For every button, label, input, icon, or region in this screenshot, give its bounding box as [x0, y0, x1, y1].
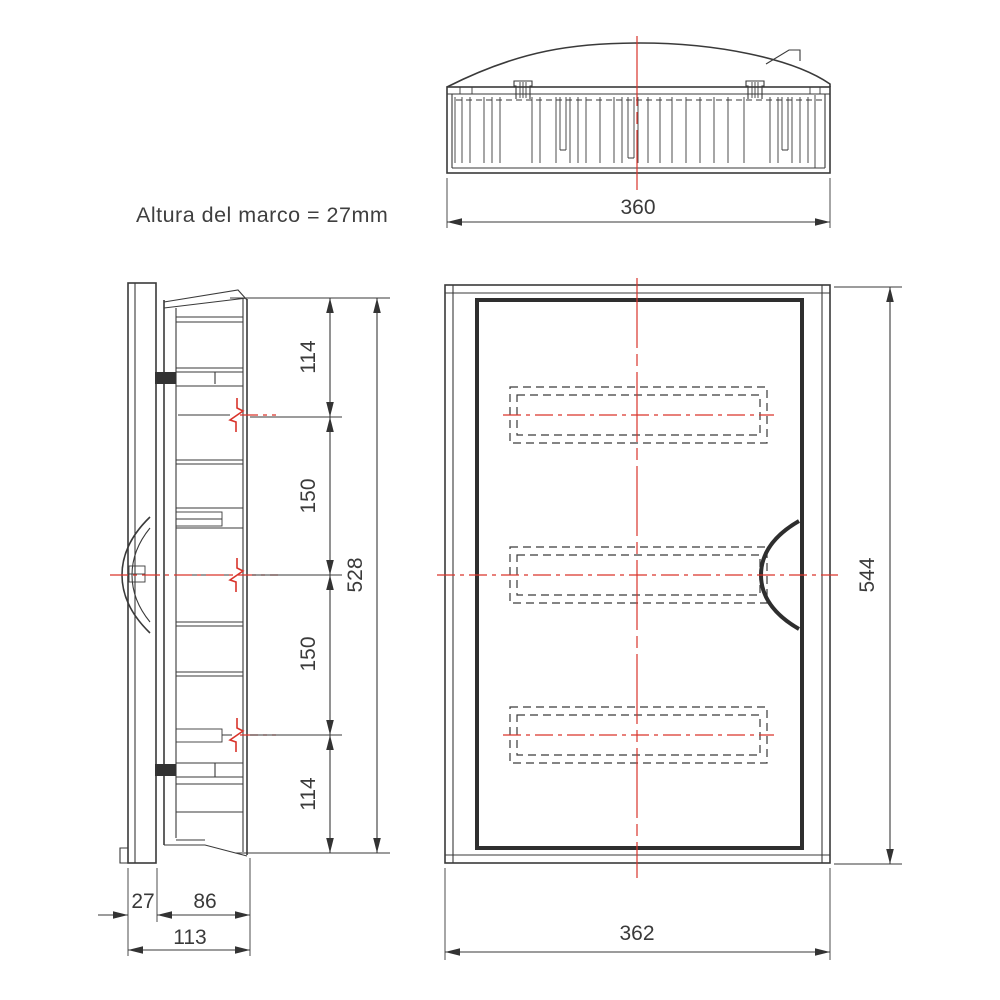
- dim-label-front-width: 362: [619, 922, 655, 945]
- side-view-body: [155, 290, 247, 856]
- front-view-width-dimension: [445, 868, 830, 960]
- top-view-ribs: [455, 95, 815, 168]
- top-view: [447, 36, 830, 228]
- top-view-body: [447, 87, 830, 173]
- dim-label-body-depth: 86: [193, 890, 217, 913]
- dim-label-overall-height: 528: [344, 557, 367, 593]
- front-view-centerlines: [437, 278, 838, 878]
- front-view: [437, 278, 902, 960]
- side-view: [98, 283, 390, 956]
- wall-clamp-icon: [155, 764, 176, 776]
- side-view-depth-dimensions: [98, 858, 250, 956]
- front-door: [477, 300, 802, 848]
- wall-clamp-icon: [155, 372, 176, 384]
- dim-label-front-height: 544: [856, 557, 879, 593]
- dim-label-segment-3: 150: [297, 636, 320, 672]
- dim-label-frame-depth: 27: [131, 890, 155, 913]
- top-view-slots: [556, 97, 792, 163]
- frame-foot: [120, 848, 156, 863]
- top-view-width-dimension: [447, 178, 830, 228]
- dim-label-total-depth: 113: [173, 926, 207, 949]
- front-view-height-dimension: [834, 287, 902, 864]
- side-view-door-frame: [120, 283, 156, 863]
- dim-label-segment-1: 114: [297, 340, 320, 374]
- dim-label-segment-4: 114: [297, 777, 320, 811]
- dim-label-top-width: 360: [620, 196, 656, 219]
- frame-height-note: Altura del marco = 27mm: [136, 203, 389, 227]
- top-view-clips: [514, 81, 764, 99]
- dim-label-segment-2: 150: [297, 478, 320, 514]
